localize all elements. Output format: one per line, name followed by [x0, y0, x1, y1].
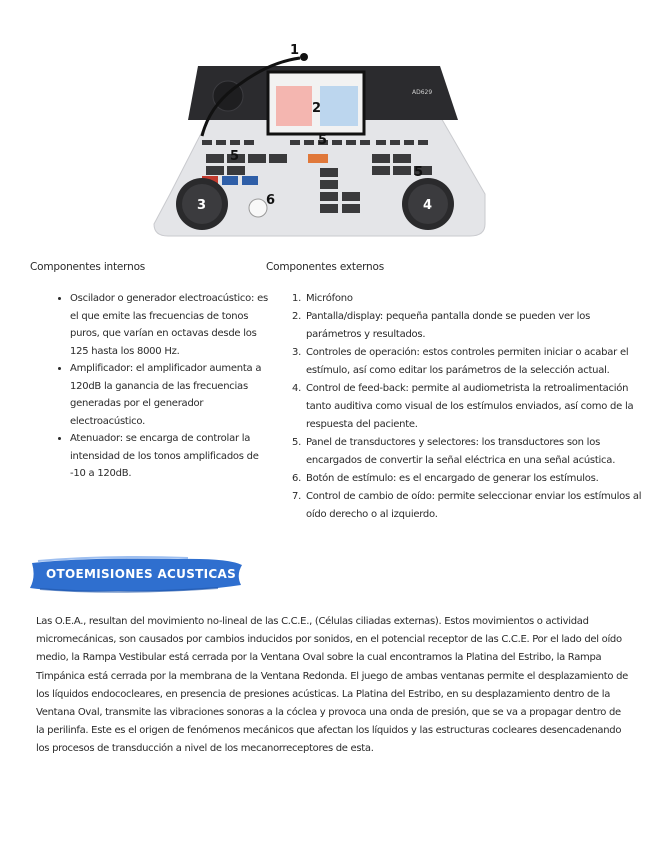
label-6: 6: [266, 193, 276, 208]
blue-button: [222, 176, 238, 185]
stimulus-button: [249, 199, 267, 217]
list-item: 5. Panel de transductores y selectores: los transductores son los encargados de convertir la señal eléctrica en una señal acústica.: [304, 434, 642, 470]
label-5-top: 5: [318, 133, 328, 148]
list-item: 4. Control de feed-back: permite al audiometrista la retroalimentación tanto auditiva como visual de los estímulos enviados, así como de la respuesta del paciente.: [304, 380, 642, 434]
audiometer-figure: [140, 44, 498, 244]
screen-left-graph: [276, 86, 312, 126]
label-3: 3: [197, 198, 207, 213]
oae-paragraph: Las O.E.A., resultan del movimiento no-lineal de las C.C.E., (Células ciliadas externas). Estos movimientos o actividad micromecánicas, son causados por cambios inducidos por sonidos, en el potencial receptor de las C.C.E. Por el lado del oído medio, la Rampa Vestibular está cerrada por la Ventana Oval sobre la cual encontramos la Platina del Estribo, la Rampa Timpánica está cerrada por la membrana de la Ventana Redonda. El juego de ambas ventanas permite el desplazamiento de los líquidos endococleares, en presencia de presiones acústicas. La Platina del Estribo, en su desplazamiento dentro de la Ventana Oval, transmite las vibraciones sonoras a la cóclea y provoca una onda de presión, que se va a propagar dentro de la perilinfa. Este es el origen de fenómenos mecánicos que afectan los líquidos y las estructuras cocleares desencadenando los procesos de transducción a nivel de los mecanorreceptores de esta.: [36, 616, 628, 755]
list-item: 7. Control de cambio de oído: permite seleccionar enviar los estímulos al oído derecho o al izquierdo.: [304, 488, 642, 524]
section-banner: [28, 555, 244, 595]
list-item: • Atenuador: se encarga de controlar la intensidad de los tonos amplificados de -10 a 120dB.: [70, 430, 270, 483]
external-components-title: Componentes externos: [266, 261, 384, 273]
list-item: • Amplificador: el amplificador aumenta a 120dB la ganancia de las frecuencias generadas por el generador electroacústico.: [70, 360, 270, 430]
internal-components-list: [46, 290, 270, 483]
section-heading: OTOEMISIONES ACUSTICAS: [46, 567, 237, 581]
internal-components-title: Componentes internos: [30, 261, 146, 273]
list-item: 2. Pantalla/display: pequeña pantalla donde se pueden ver los parámetros y resultados.: [304, 308, 642, 344]
list-item: • Oscilador o generador electroacústico: es el que emite las frecuencias de tonos puros, que varían en octavas desde los 125 hasta los 8000 Hz.: [70, 290, 270, 360]
brand-text: AD629: [412, 89, 433, 96]
list-item: 1. Micrófono: [304, 290, 642, 308]
label-4: 4: [423, 198, 433, 213]
label-2: 2: [312, 101, 322, 116]
orange-button: [308, 154, 328, 163]
screen-right-graph: [320, 86, 358, 126]
label-5-left: 5: [230, 149, 240, 164]
list-item: 3. Controles de operación: estos controles permiten iniciar o acabar el estímulo, así como editar los parámetros de la selección actual.: [304, 344, 642, 380]
label-5-right: 5: [414, 165, 424, 180]
external-components-list: [280, 290, 642, 524]
audiometer-illustration: [140, 44, 498, 244]
label-1: 1: [290, 44, 300, 58]
list-item: 6. Botón de estímulo: es el encargado de generar los estímulos.: [304, 470, 642, 488]
